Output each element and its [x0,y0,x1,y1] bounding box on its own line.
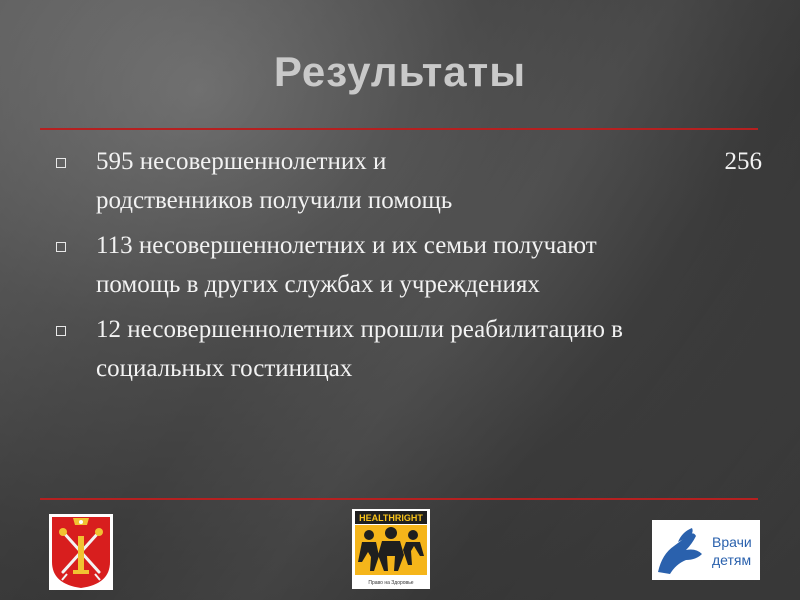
bullet-text: помощь в других службах и учреждениях [96,271,540,298]
slide-title: Результаты [273,48,527,95]
bullet-text: родственников получили помощь [96,187,453,214]
bullet-text: 12 несовершеннолетних прошли реабилитацию в [96,316,623,343]
bullet-number: 256 [724,148,762,175]
bullet-text: 113 несовершеннолетних и их семьи получают [96,232,597,259]
square-bullet-icon [56,242,66,252]
bottom-divider [40,498,758,500]
vrachi-detyam-line1: Врачи [712,534,752,550]
bullet-text: социальных гостиницах [96,355,353,382]
bullet-item [52,226,762,304]
spb-coat-of-arms-logo [49,514,113,590]
vrachi-detyam-line2: детям [712,552,752,568]
bullet-list [52,142,762,394]
bullet-item [52,142,762,220]
bullet-line [96,142,762,181]
square-bullet-icon [56,158,66,168]
healthright-logo [352,509,430,589]
healthright-logo-caption: Право на Здоровье [368,580,414,586]
bullet-text: 595 несовершеннолетних и [96,148,387,175]
square-bullet-icon [56,326,66,336]
vrachi-detyam-logo [652,520,760,580]
top-divider [40,128,758,130]
healthright-logo-text: HEALTHRIGHT [359,513,423,523]
bullet-item [52,310,762,388]
